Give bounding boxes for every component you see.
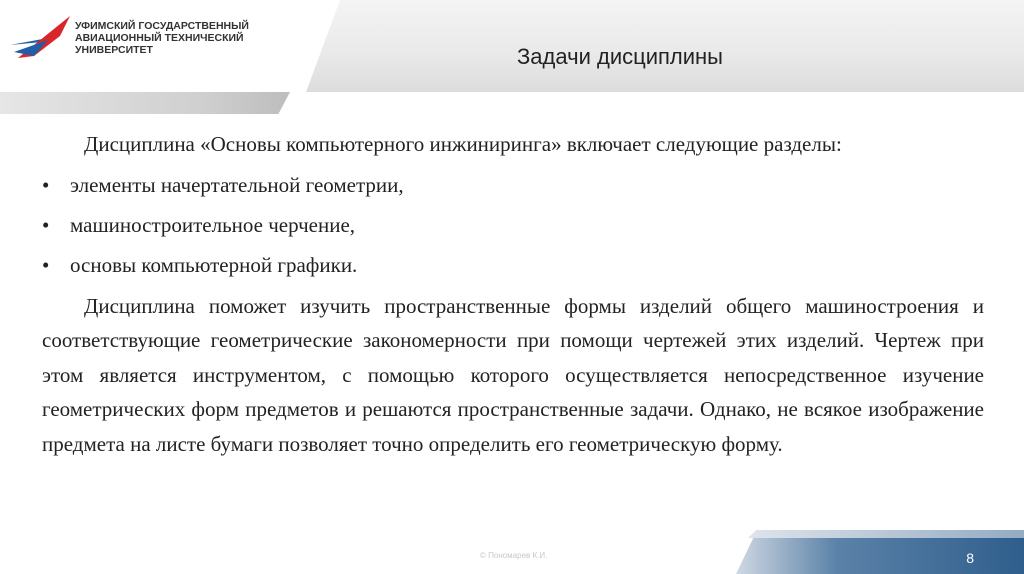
university-name-line-2: АВИАЦИОННЫЙ ТЕХНИЧЕСКИЙ [75, 32, 244, 44]
list-item-text: элементы начертательной геометрии, [70, 172, 404, 197]
header-stripe [0, 92, 290, 114]
slide-title: Задачи дисциплины [517, 44, 723, 69]
topics-list [42, 165, 984, 285]
university-name [75, 20, 305, 56]
slide-content [42, 127, 984, 461]
author-watermark: © Пономарев К.И. [480, 551, 548, 560]
list-item [42, 165, 984, 205]
body-paragraph: Дисциплина поможет изучить пространственные формы изделий общего машиностроения и соответствующие геометрические закономерности при помощи чертежей этих изделий. Чертеж при этом является инструментом, с помощью которого осуществляется непосредственное изучение геометрических форм предметов и решаются пространственные задачи. Однако, не всякое изображение предмета на листе бумаги позволяет точно определить его геометрическую форму. [42, 293, 984, 456]
bullet-icon: • [42, 252, 50, 277]
bullet-icon: • [42, 212, 50, 237]
bullet-icon: • [42, 172, 50, 197]
university-name-line-1: УФИМСКИЙ ГОСУДАРСТВЕННЫЙ [75, 20, 249, 32]
footer-accent-stripe [748, 530, 1024, 538]
list-item [42, 205, 984, 245]
page-number: 8 [966, 550, 974, 566]
ugatu-logo-icon [8, 12, 74, 62]
university-name-line-3: УНИВЕРСИТЕТ [75, 44, 153, 56]
intro-paragraph: Дисциплина «Основы компьютерного инжиниринга» включает следующие разделы: [84, 132, 842, 156]
footer-stripe [736, 538, 1024, 574]
list-item-text: основы компьютерной графики. [70, 252, 358, 277]
list-item [42, 245, 984, 285]
list-item-text: машиностроительное черчение, [70, 212, 356, 237]
